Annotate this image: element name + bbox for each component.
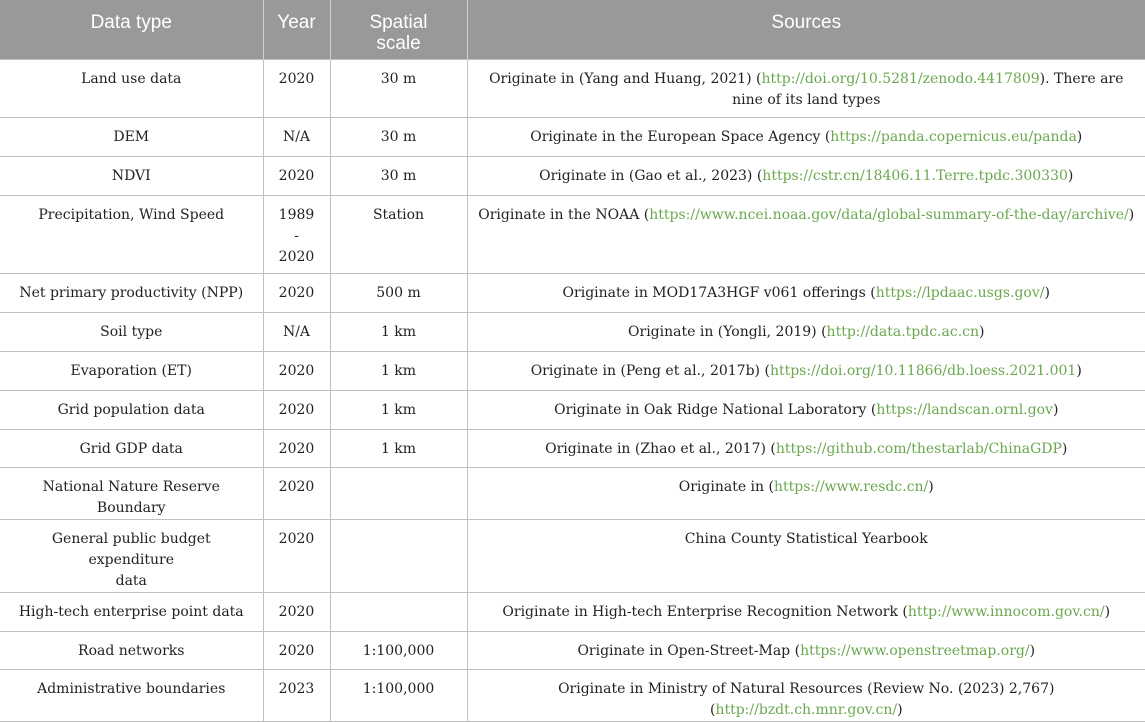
cell-spatial-scale: 30 m [330,156,467,195]
cell-source [467,429,1145,467]
table-row [0,467,1145,519]
cell-year: 2020 [263,467,330,519]
source-link[interactable]: https://panda.copernicus.eu/panda [830,128,1077,145]
cell-source [467,273,1145,312]
cell-data-type: Grid GDP data [0,429,263,467]
source-link[interactable]: https://www.openstreetmap.org/ [800,642,1030,659]
cell-spatial-scale: 1 km [330,351,467,390]
cell-spatial-scale: 500 m [330,273,467,312]
header-year: Year [263,0,330,59]
cell-spatial-scale: 1 km [330,390,467,429]
source-link[interactable]: http://www.innocom.gov.cn/ [907,603,1105,620]
source-text: Originate in ( [678,478,774,495]
cell-year: 2020 [263,273,330,312]
source-text: Originate in MOD17A3HGF v061 offerings ( [562,284,876,301]
cell-year: 2023 [263,669,330,721]
source-link[interactable]: http://doi.org/10.5281/zenodo.4417809 [761,70,1040,87]
cell-spatial-scale [330,467,467,519]
cell-data-type: Road networks [0,631,263,669]
table-row [0,351,1145,390]
source-link[interactable]: https://cstr.cn/18406.11.Terre.tpdc.300330 [762,167,1068,184]
header-spatial-scale-line2: scale [376,33,421,54]
table-row [0,195,1145,273]
source-link[interactable]: https://lpdaac.usgs.gov/ [875,284,1045,301]
cell-spatial-scale: 1:100,000 [330,669,467,721]
cell-spatial-scale: 1:100,000 [330,631,467,669]
cell-spatial-scale: 30 m [330,117,467,156]
table-row [0,519,1145,592]
cell-source [467,312,1145,351]
source-link[interactable]: https://www.resdc.cn/ [773,478,929,495]
source-link[interactable]: https://github.com/thestarlab/ChinaGDP [775,440,1062,457]
source-text: Originate in Ministry of Natural Resources (Review No. (2023) 2,767) ( [558,680,1055,718]
source-text: ) [1076,362,1082,379]
cell-year: N/A [263,117,330,156]
source-text: Originate in Oak Ridge National Laboratory ( [554,401,877,418]
source-text: ) [928,478,934,495]
cell-spatial-scale: Station [330,195,467,273]
source-text: Originate in High-tech Enterprise Recognition Network ( [502,603,908,620]
type-line: data [115,572,147,589]
table-row [0,156,1145,195]
cell-year: 2020 [263,631,330,669]
table-row [0,592,1145,631]
cell-year: 2020 [263,59,330,117]
cell-data-type: Land use data [0,59,263,117]
cell-data-type: High-tech enterprise point data [0,592,263,631]
cell-data-type: NDVI [0,156,263,195]
cell-spatial-scale [330,592,467,631]
source-link[interactable]: https://doi.org/10.11866/db.loess.2021.001 [769,362,1077,379]
cell-data-type: National Nature Reserve Boundary [0,467,263,519]
table-row [0,631,1145,669]
cell-data-type: Net primary productivity (NPP) [0,273,263,312]
cell-spatial-scale: 1 km [330,312,467,351]
table-row [0,59,1145,117]
cell-data-type: DEM [0,117,263,156]
source-text: ) [979,323,985,340]
source-text: ) [1044,284,1050,301]
source-text: ) [1029,642,1036,659]
source-text: ) [1052,401,1059,418]
header-row [0,0,1145,59]
source-text: Originate in (Yang and Huang, 2021) ( [489,70,762,87]
cell-year: 2020 [263,429,330,467]
source-text: Originate in (Gao et al., 2023) ( [539,167,763,184]
source-text: ) [1076,128,1083,145]
source-link[interactable]: http://data.tpdc.ac.cn [826,323,979,340]
cell-source [467,156,1145,195]
source-link[interactable]: https://landscan.ornl.gov [876,401,1053,418]
source-text: Originate in the NOAA ( [478,206,650,223]
cell-spatial-scale [330,519,467,592]
cell-data-type [0,519,263,592]
cell-data-type: Administrative boundaries [0,669,263,721]
cell-source [467,195,1145,273]
year-line: 1989 [278,206,315,223]
cell-source [467,351,1145,390]
cell-year: 2020 [263,390,330,429]
table-row [0,390,1145,429]
cell-data-type: Grid population data [0,390,263,429]
table-row [0,669,1145,721]
cell-data-type: Soil type [0,312,263,351]
year-line: - [294,227,299,244]
source-text: ) [1104,603,1111,620]
source-text: ) [1061,440,1068,457]
table-row [0,312,1145,351]
cell-source [467,669,1145,721]
cell-year: 2020 [263,519,330,592]
cell-year: N/A [263,312,330,351]
source-text: ) [1128,206,1135,223]
type-line: General public budget expenditure [51,530,211,568]
source-text: Originate in Open-Street-Map ( [577,642,801,659]
source-link[interactable]: https://www.ncei.noaa.gov/data/global-summary-of-the-day/archive/ [649,206,1129,223]
cell-spatial-scale: 30 m [330,59,467,117]
table-row [0,273,1145,312]
cell-data-type: Evaporation (ET) [0,351,263,390]
header-spatial-scale-line1: Spatial [369,12,428,33]
cell-source [467,631,1145,669]
cell-source [467,59,1145,117]
header-sources: Sources [467,0,1145,59]
header-data-type: Data type [0,0,263,59]
cell-source [467,390,1145,429]
cell-year: 2020 [263,351,330,390]
source-text: Originate in (Yongli, 2019) ( [628,323,827,340]
table-row [0,429,1145,467]
cell-source [467,592,1145,631]
cell-source [467,467,1145,519]
source-text: ). There are nine of its land types [732,70,1124,108]
cell-year: 2020 [263,592,330,631]
table-row [0,117,1145,156]
source-text: Originate in (Zhao et al., 2017) ( [545,440,776,457]
year-line: 2020 [278,248,315,265]
cell-year [263,195,330,273]
source-text: Originate in the European Space Agency ( [530,128,831,145]
cell-year: 2020 [263,156,330,195]
cell-source: China County Statistical Yearbook [467,519,1145,592]
source-link[interactable]: http://bzdt.ch.mnr.gov.cn/ [715,701,898,718]
header-spatial-scale [330,0,467,59]
source-text: Originate in (Peng et al., 2017b) ( [530,362,770,379]
source-text: ) [897,701,903,718]
source-text: ) [1067,167,1074,184]
cell-spatial-scale: 1 km [330,429,467,467]
cell-data-type: Precipitation, Wind Speed [0,195,263,273]
cell-source [467,117,1145,156]
